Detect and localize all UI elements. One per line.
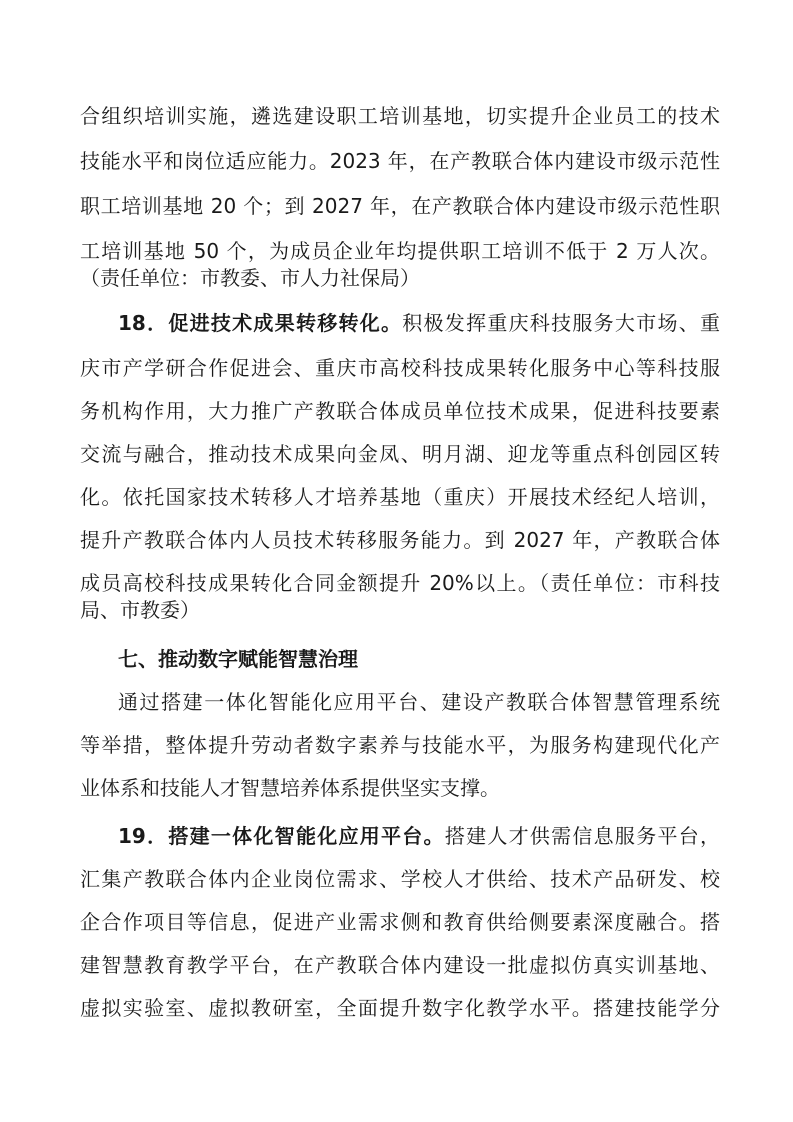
paragraph-line: 建智慧教育教学平台，在产教联合体内建设一批虚拟仿真实训基地、 [80, 953, 720, 977]
paragraph-line: 提升产教联合体内人员技术转移服务能力。到 2027 年，产教联合体 [80, 528, 720, 552]
item-19-heading: 19．搭建一体化智能化应用平台。 [118, 824, 445, 848]
paragraph-line: 交流与融合，推动技术成果向金凤、明月湖、迎龙等重点科创园区转 [80, 442, 720, 466]
item-19-text: 搭建人才供需信息服务平台， [444, 824, 720, 848]
paragraph-line: 化。依托国家技术转移人才培养基地（重庆）开展技术经纪人培训， [80, 485, 720, 509]
paragraph-line: 工培训基地 50 个，为成员企业年均提供职工培训不低于 2 万人次。 [80, 239, 720, 263]
responsibility-note: 局、市教委） [80, 598, 200, 622]
responsibility-note: （责任单位：市教委、市人力社保局） [80, 266, 420, 290]
item-18-heading: 18．促进技术成果转移转化。 [118, 311, 403, 335]
paragraph-line: 合组织培训实施，遴选建设职工培训基地，切实提升企业员工的技术 [80, 104, 720, 128]
item-18-text: 积极发挥重庆科技服务大市场、重 [402, 311, 720, 335]
paragraph-line: 职工培训基地 20 个；到 2027 年，在产教联合体内建设市级示范性职 [80, 194, 720, 218]
paragraph-line: 技能水平和岗位适应能力。2023 年，在产教联合体内建设市级示范性 [80, 149, 720, 173]
paragraph-line: 庆市产学研合作促进会、重庆市高校科技成果转化服务中心等科技服 [80, 356, 720, 380]
item-18-first-line [118, 305, 720, 341]
paragraph-line: 通过搭建一体化智能化应用平台、建设产教联合体智慧管理系统 [118, 690, 720, 714]
paragraph-line: 虚拟实验室、虚拟教研室，全面提升数字化教学水平。搭建技能学分 [80, 996, 720, 1020]
paragraph-line: 企合作项目等信息，促进产业需求侧和教育供给侧要素深度融合。搭 [80, 910, 720, 934]
paragraph-line: 成员高校科技成果转化合同金额提升 20%以上。（责任单位：市科技 [80, 571, 720, 595]
item-19-first-line [118, 818, 720, 854]
paragraph-line: 务机构作用，大力推广产教联合体成员单位技术成果，促进科技要素 [80, 399, 720, 423]
paragraph-line: 汇集产教联合体内企业岗位需求、学校人才供给、技术产品研发、校 [80, 867, 720, 891]
section-heading: 七、推动数字赋能智慧治理 [118, 647, 358, 671]
paragraph-line: 等举措，整体提升劳动者数字素养与技能水平，为服务构建现代化产 [80, 733, 720, 757]
paragraph-line: 业体系和技能人才智慧培养体系提供坚实支撑。 [80, 776, 500, 800]
